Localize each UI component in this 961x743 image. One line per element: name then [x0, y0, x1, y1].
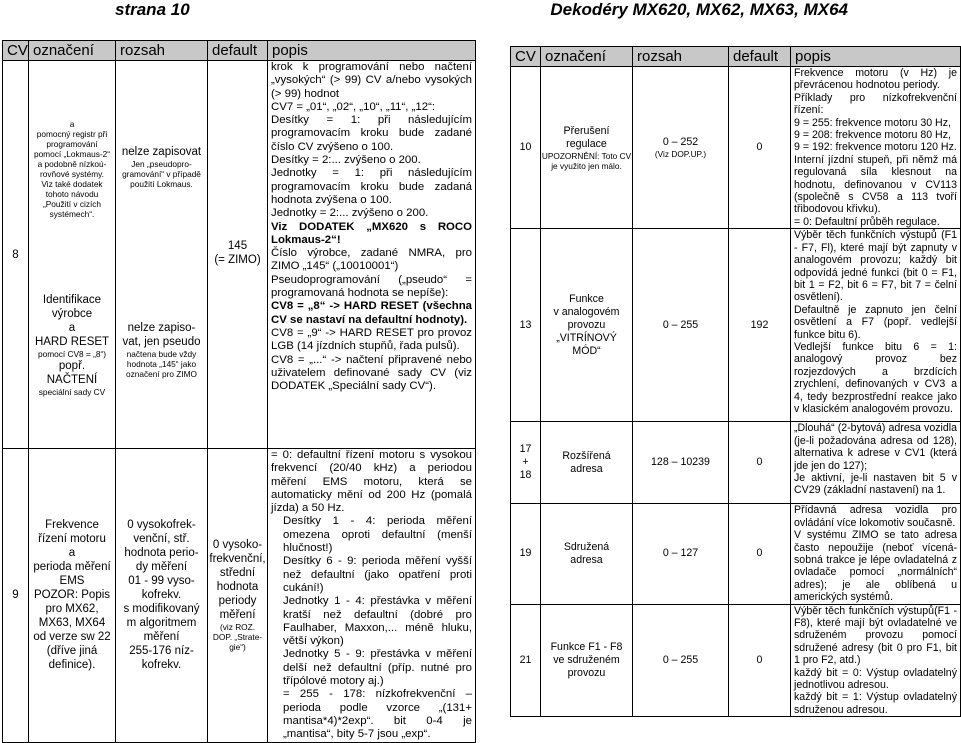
desc-line: Je aktivní, je-li nastaven bit 5 v CV29 (základní nastavení) na 1. [794, 471, 957, 497]
desc-line: každý bit = 1: Výstup ovladatelný sdruženou adresou. [794, 691, 957, 716]
cv-description [791, 504, 961, 604]
page-number: strana 10 [115, 0, 190, 19]
table-header [511, 47, 961, 67]
cv-range: 128 – 10239 [633, 422, 729, 504]
range-note: načtena bude vždy hodnota „145“ jako označení pro ZIMO [125, 349, 197, 379]
cv-name: Frekvence řízení motoru a perioda měření EMS POZOR: Popis pro MX62, MX63, MX64 od verze sw 22 (dříve jiná definice). [29, 449, 116, 743]
desc-line: Přídavná adresa vozidla pro ovládání více lokomotiv současně. [794, 504, 957, 529]
col-description: popis [791, 47, 961, 67]
col-default: default [729, 47, 791, 67]
desc-line: Jednotky = 2:... zvýšeno o 200. [271, 207, 429, 220]
table-row [3, 61, 476, 449]
desc-line: každý bit = 0: Výstup ovladatelný jednotlivou adresou. [794, 666, 957, 691]
cv-number: 13 [511, 229, 541, 422]
cv-number: 10 [511, 67, 541, 229]
cv-name: Funkce v analogovém provozu „VITRÍNOVÝ MÓD“ [541, 229, 633, 422]
col-range: rozsah [633, 47, 729, 67]
cv-default [208, 449, 268, 743]
desc-line: krok k programování nebo načtení „vysokých“ (> 99) CV a/nebo vysokých (> 99) hodnot [271, 61, 472, 100]
desc-line: Pseudoprogramování („pseudo“ = programovaná hodnota se nepíše): [271, 273, 472, 300]
desc-line: Desítky 6 - 9: perioda měření vyšší než defaultní (jako opatření proti cukání!) [283, 555, 472, 594]
name-text: Identifikace výrobce a HARD RESET [34, 293, 110, 348]
cv-default: 0 [729, 422, 791, 504]
cv-description [791, 229, 961, 422]
range-text: 0 – 252 [662, 136, 699, 149]
desc-line: Desítky = 1: při následujícím programovacím kroku bude zadané číslo CV zvýšeno o 100. [271, 114, 472, 153]
cv-number: 8 [3, 61, 29, 449]
cv-range: 0 – 255 [633, 604, 729, 717]
desc-line: Výběr těch funkčních výstupů(F1 - F8), které mají být ovladatelné ve sdruženém provozu pomocí sdružené adresy (bit 0 pro F1, bit 1 pro F2, atd.) [794, 604, 957, 667]
cv-default: 0 [729, 504, 791, 604]
desc-line: = 0: Defaultní průběh regulace. [794, 215, 940, 228]
cv-name [541, 67, 633, 229]
cv-name: Sdružená adresa [541, 504, 633, 604]
name-text: Přerušení regulace [563, 124, 610, 150]
desc-line: Desítky = 2:... zvýšeno o 200. [271, 154, 421, 167]
range-text: nelze zapisovat [121, 146, 202, 158]
cv-number: 19 [511, 504, 541, 604]
table-header [3, 41, 476, 61]
col-description: popis [268, 41, 476, 61]
table-row [511, 422, 961, 504]
desc-line: Jednotky = 1: při následujícím programovacím kroku bude zadaná hodnota zvýšena o 100. [271, 167, 472, 206]
col-cv: CV [3, 41, 29, 61]
cv-range: 0 – 255 [633, 229, 729, 422]
table-row [511, 67, 961, 229]
col-cv: CV [511, 47, 541, 67]
cv-number: 17 + 18 [511, 422, 541, 504]
cv-description [791, 422, 961, 504]
desc-line: Defaultně je zapnuto jen čelní osvětlení a F7 (popř. vedlejší funkce bitu 6). [794, 303, 957, 341]
name-note: pomocí CV8 = „8“) [37, 348, 106, 359]
cv-range [116, 61, 208, 449]
desc-line: Frekvence motoru (v Hz) je převrácenou hodnotou periody. [794, 67, 957, 92]
table-row [511, 229, 961, 422]
cv-default: 145 (= ZIMO) [208, 61, 268, 449]
cv-default: 0 [729, 67, 791, 229]
cv-description [268, 449, 476, 743]
cv-description [791, 604, 961, 717]
desc-line: 9 = 255: frekvence motoru 30 Hz, [794, 116, 951, 129]
desc-line: Interní jízdní stupeň, při němž má regulovaná síla klesnout na hodnotu, definovanou v CV113 (společně s CV58 a 113 tvoří třibodovou křivku). [794, 153, 957, 216]
range-text: nelze zapiso- vat, jen pseudo [122, 322, 201, 348]
desc-line: CV8 = „8“ -> HARD RESET (všechna CV se nastaví na defaultní hodnoty). [271, 300, 472, 326]
cv-number: 9 [3, 449, 29, 743]
desc-line: „Dlouhá“ (2-bytová) adresa vozidla (je-li požadována adresa od 128), alternativa k adrese v CV1 (která jde jen do 127); [794, 422, 957, 472]
cv-default: 0 [729, 604, 791, 717]
cv-name [29, 61, 116, 449]
cv-table-left [2, 40, 476, 743]
cv-description [268, 61, 476, 449]
col-name: označení [29, 41, 116, 61]
desc-line: Vedlejší funkce bitu 6 = 1: analogový provoz bez rozjezdových a brzdících zrychlení, definovaných v CV3 a 4, tedy bezprostřední reakce jako v klasickém analogovém provozu. [794, 340, 957, 415]
desc-line: = 255 - 178: nízkofrekvenční – perioda podle vzorce „(131+ mantisa*4)*2exp“. bit 0-4 je „mantisa“, bity 5-7 jsou „exp“. [283, 688, 472, 741]
desc-line: 9 = 208: frekvence motoru 80 Hz, [794, 129, 951, 142]
desc-line: CV8 = „...“ -> načtení připravené nebo uživatelem definované sady CV (viz DODATEK „Speciální sady CV“). [271, 353, 472, 393]
desc-line: CV7 = „01“, „02“, „10“, „11“, „12“: [271, 100, 436, 113]
cv-description [791, 67, 961, 229]
name-text: popř. NAČTENÍ [46, 359, 98, 386]
desc-line: 9 = 192: frekvence motoru 120 Hz. [794, 141, 957, 154]
desc-line: Výběr těch funkčních výstupů (F1 - F7, Fl), které mají být zapnuty v analogovém provozu; každý bit odpovídá jedné funkci (bit 0 = F1, bit 1 = F2, bit 6 = F7, bit 7 = čelní osvětlení). [794, 229, 957, 304]
document-title: Dekodéry MX620, MX62, MX63, MX64 [550, 0, 848, 19]
name-note: UPOZORNĚNÍ: Toto CV je využito jen málo. [541, 150, 632, 171]
desc-line: V systému ZIMO se tato adresa často nepoužije (neboť vícená-sobná trakce je lépe ovladatelná z ovladače pomocí „normálních“ adres); je ale oblíbená u amerických systémů. [794, 529, 957, 604]
desc-line: Desítky 1 - 4: perioda měření omezena oproti defaultní (menší hlučnost!) [283, 515, 472, 555]
desc-line: Příklady pro nízkofrekvenční řízení: [794, 91, 957, 117]
desc-line: Viz DODATEK „MX620 s ROCO Lokmaus-2“! [271, 220, 472, 246]
default-note: (viz ROZ. DOP. „Strate- gie“) [212, 622, 263, 653]
cv-range: 0 – 127 [633, 504, 729, 604]
desc-line: Číslo výrobce, zadané NMRA, pro ZIMO „145“ („10010001“) [271, 247, 472, 273]
range-note: Jen „pseudopro-gramování“ v případě použití Lokmaus. [122, 159, 201, 189]
table-row [511, 604, 961, 717]
default-text: 0 vysoko- frekvenční, střední hodnota periody měření [209, 539, 266, 622]
cv-table-right [510, 46, 961, 717]
cv-name: Rozšířená adresa [541, 422, 633, 504]
col-default: default [208, 41, 268, 61]
desc-line: CV8 = „9“ -> HARD RESET pro provoz LGB (14 jízdních stupňů, řada pulsů). [271, 326, 472, 353]
cv-range [633, 67, 729, 229]
cv-number: 21 [511, 604, 541, 717]
desc-line: Jednotky 1 - 4: přestávka v měření kratší než defaultní (dobré pro Faulhaber, Maxxon,... méně hluku, větší výkon) [283, 595, 472, 648]
desc-line: = 0: defaultní řízení motoru s vysokou frekvencí (20/40 kHz) a periodou měření EMS motoru, která se automaticky mění od 200 Hz (pomalá jízda) a 50 Hz. [271, 449, 472, 515]
table-row [3, 449, 476, 743]
desc-line: Jednotky 5 - 9: přestávka v měření delší než defaultní (příp. nutné pro třípólové motory aj.) [283, 648, 472, 688]
cv-default: 192 [729, 229, 791, 422]
name-note: a pomocný registr při programování pomocí „Lokmaus-2“ a podobně nízkoú-rovňové systémy. Viz také dodatek tohoto návodu „Použití v cizích systémech“. [33, 118, 111, 219]
cv-name: Funkce F1 - F8 ve sdruženém provozu [541, 604, 633, 717]
table-row [511, 504, 961, 604]
cv-range: 0 vysokofrek- venční, stř. hodnota perio- dy měření 01 - 99 vyso- kofrekv. s modifikovaný m algoritmem měření 255-176 níz- kofrekv. [116, 449, 208, 743]
name-note: speciální sady CV [38, 386, 106, 397]
col-name: označení [541, 47, 633, 67]
range-note: (Viz DOP.UP.) [654, 149, 707, 160]
col-range: rozsah [116, 41, 208, 61]
